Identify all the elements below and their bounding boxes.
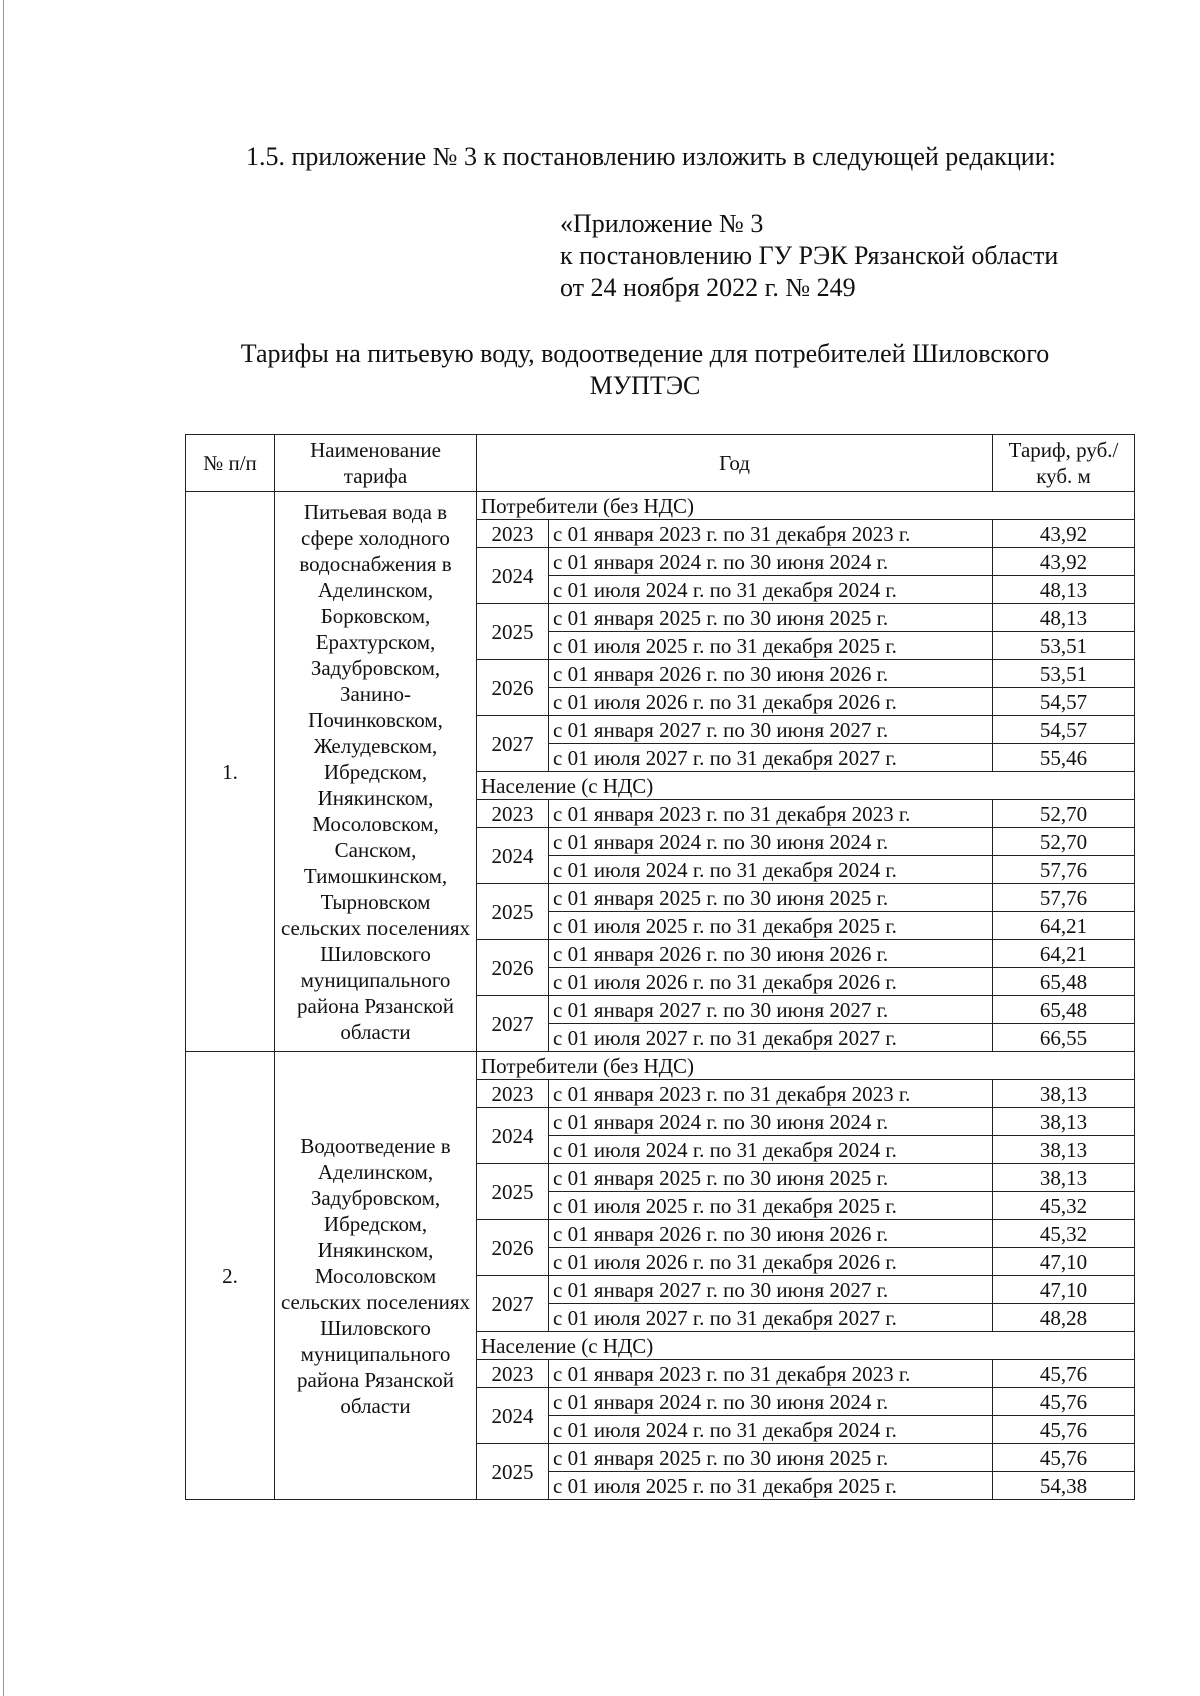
year-cell: 2026 <box>477 1220 549 1276</box>
tariff-value: 38,13 <box>993 1136 1135 1164</box>
intro-paragraph: 1.5. приложение № 3 к постановлению изложить в следующей редакции: <box>246 142 1056 171</box>
tariff-value: 64,21 <box>993 940 1135 968</box>
tariff-value: 45,32 <box>993 1220 1135 1248</box>
year-cell: 2023 <box>477 520 549 548</box>
scan-edge-line <box>3 0 4 1696</box>
tariff-name: Питьевая вода в сфере холодного водоснабжения в Аделинском, Борковском, Ерахтурском, Задубровском, Занино-Починковском, Желудевском, Ибредском, Инякинском, Мосоловском, Санском, Тимошкинском, Тырновском сельских поселениях Шиловского муниципального района Рязанской области <box>275 492 477 1052</box>
period-cell: с 01 января 2023 г. по 31 декабря 2023 г. <box>549 800 993 828</box>
tariff-value: 38,13 <box>993 1108 1135 1136</box>
tariff-value: 54,57 <box>993 688 1135 716</box>
table-header-row <box>186 435 1135 492</box>
period-cell: с 01 июля 2025 г. по 31 декабря 2025 г. <box>549 1472 993 1500</box>
year-cell: 2026 <box>477 660 549 716</box>
tariff-value: 66,55 <box>993 1024 1135 1052</box>
period-cell: с 01 июля 2025 г. по 31 декабря 2025 г. <box>549 1192 993 1220</box>
period-cell: с 01 января 2027 г. по 30 июня 2027 г. <box>549 1276 993 1304</box>
tariff-value: 65,48 <box>993 996 1135 1024</box>
period-cell: с 01 января 2024 г. по 30 июня 2024 г. <box>549 1108 993 1136</box>
consumer-category: Население (с НДС) <box>477 772 1135 800</box>
year-cell: 2024 <box>477 548 549 604</box>
tariff-value: 54,57 <box>993 716 1135 744</box>
table-row <box>186 1052 1135 1080</box>
year-cell: 2025 <box>477 884 549 940</box>
tariff-value: 48,28 <box>993 1304 1135 1332</box>
tariff-value: 65,48 <box>993 968 1135 996</box>
year-cell: 2023 <box>477 1080 549 1108</box>
period-cell: с 01 января 2027 г. по 30 июня 2027 г. <box>549 716 993 744</box>
period-cell: с 01 июля 2024 г. по 31 декабря 2024 г. <box>549 576 993 604</box>
document-title-line-2: МУПТЭС <box>589 371 701 400</box>
document-title-line-1: Тарифы на питьевую воду, водоотведение для потребителей Шиловского <box>240 339 1050 368</box>
document-title <box>150 338 1140 402</box>
period-cell: с 01 января 2023 г. по 31 декабря 2023 г. <box>549 1360 993 1388</box>
period-cell: с 01 июля 2026 г. по 31 декабря 2026 г. <box>549 968 993 996</box>
tariff-value: 38,13 <box>993 1164 1135 1192</box>
year-cell: 2027 <box>477 716 549 772</box>
tariff-value: 57,76 <box>993 856 1135 884</box>
header-num: № п/п <box>186 435 275 492</box>
tariff-value: 45,32 <box>993 1192 1135 1220</box>
tariff-name: Водоотведение в Аделинском, Задубровском, Ибредском, Инякинском, Мосоловском сельских поселениях Шиловского муниципального района Рязанской области <box>275 1052 477 1500</box>
period-cell: с 01 июля 2024 г. по 31 декабря 2024 г. <box>549 1136 993 1164</box>
tariff-value: 45,76 <box>993 1444 1135 1472</box>
tariff-value: 57,76 <box>993 884 1135 912</box>
period-cell: с 01 января 2025 г. по 30 июня 2025 г. <box>549 884 993 912</box>
period-cell: с 01 июля 2024 г. по 31 декабря 2024 г. <box>549 856 993 884</box>
period-cell: с 01 июля 2025 г. по 31 декабря 2025 г. <box>549 912 993 940</box>
period-cell: с 01 июля 2026 г. по 31 декабря 2026 г. <box>549 688 993 716</box>
consumer-category: Потребители (без НДС) <box>477 1052 1135 1080</box>
consumer-category: Население (с НДС) <box>477 1332 1135 1360</box>
tariff-value: 38,13 <box>993 1080 1135 1108</box>
tariff-value: 53,51 <box>993 632 1135 660</box>
header-year: Год <box>477 435 993 492</box>
period-cell: с 01 июля 2027 г. по 31 декабря 2027 г. <box>549 744 993 772</box>
period-cell: с 01 июля 2027 г. по 31 декабря 2027 г. <box>549 1304 993 1332</box>
period-cell: с 01 января 2026 г. по 30 июня 2026 г. <box>549 1220 993 1248</box>
consumer-category: Потребители (без НДС) <box>477 492 1135 520</box>
period-cell: с 01 января 2023 г. по 31 декабря 2023 г. <box>549 520 993 548</box>
header-name: Наименование тарифа <box>275 435 477 492</box>
tariff-value: 55,46 <box>993 744 1135 772</box>
appendix-line-1: «Приложение № 3 <box>560 209 764 238</box>
appendix-line-2: к постановлению ГУ РЭК Рязанской области <box>560 241 1059 270</box>
tariff-value: 47,10 <box>993 1248 1135 1276</box>
year-cell: 2026 <box>477 940 549 996</box>
tariff-table <box>185 434 1135 1500</box>
year-cell: 2027 <box>477 1276 549 1332</box>
tariff-value: 53,51 <box>993 660 1135 688</box>
year-cell: 2027 <box>477 996 549 1052</box>
period-cell: с 01 июля 2026 г. по 31 декабря 2026 г. <box>549 1248 993 1276</box>
year-cell: 2023 <box>477 1360 549 1388</box>
tariff-value: 64,21 <box>993 912 1135 940</box>
tariff-value: 45,76 <box>993 1360 1135 1388</box>
period-cell: с 01 января 2024 г. по 30 июня 2024 г. <box>549 548 993 576</box>
tariff-value: 48,13 <box>993 604 1135 632</box>
section-number: 1. <box>186 492 275 1052</box>
tariff-value: 45,76 <box>993 1416 1135 1444</box>
tariff-value: 47,10 <box>993 1276 1135 1304</box>
period-cell: с 01 января 2025 г. по 30 июня 2025 г. <box>549 604 993 632</box>
tariff-value: 54,38 <box>993 1472 1135 1500</box>
table-row <box>186 492 1135 520</box>
tariff-value: 45,76 <box>993 1388 1135 1416</box>
table-body <box>186 492 1135 1500</box>
year-cell: 2023 <box>477 800 549 828</box>
year-cell: 2025 <box>477 1164 549 1220</box>
year-cell: 2024 <box>477 828 549 884</box>
period-cell: с 01 января 2024 г. по 30 июня 2024 г. <box>549 1388 993 1416</box>
tariff-value: 52,70 <box>993 800 1135 828</box>
period-cell: с 01 июля 2027 г. по 31 декабря 2027 г. <box>549 1024 993 1052</box>
section-number: 2. <box>186 1052 275 1500</box>
period-cell: с 01 января 2027 г. по 30 июня 2027 г. <box>549 996 993 1024</box>
appendix-line-3: от 24 ноября 2022 г. № 249 <box>560 273 856 302</box>
year-cell: 2024 <box>477 1388 549 1444</box>
tariff-value: 43,92 <box>993 548 1135 576</box>
year-cell: 2024 <box>477 1108 549 1164</box>
period-cell: с 01 января 2023 г. по 31 декабря 2023 г. <box>549 1080 993 1108</box>
appendix-header <box>560 208 1058 304</box>
period-cell: с 01 января 2025 г. по 30 июня 2025 г. <box>549 1164 993 1192</box>
tariff-value: 48,13 <box>993 576 1135 604</box>
tariff-value: 43,92 <box>993 520 1135 548</box>
year-cell: 2025 <box>477 604 549 660</box>
tariff-value: 52,70 <box>993 828 1135 856</box>
year-cell: 2025 <box>477 1444 549 1500</box>
period-cell: с 01 июля 2025 г. по 31 декабря 2025 г. <box>549 632 993 660</box>
period-cell: с 01 января 2024 г. по 30 июня 2024 г. <box>549 828 993 856</box>
header-tariff: Тариф, руб./куб. м <box>993 435 1135 492</box>
period-cell: с 01 января 2026 г. по 30 июня 2026 г. <box>549 940 993 968</box>
period-cell: с 01 июля 2024 г. по 31 декабря 2024 г. <box>549 1416 993 1444</box>
period-cell: с 01 января 2025 г. по 30 июня 2025 г. <box>549 1444 993 1472</box>
period-cell: с 01 января 2026 г. по 30 июня 2026 г. <box>549 660 993 688</box>
